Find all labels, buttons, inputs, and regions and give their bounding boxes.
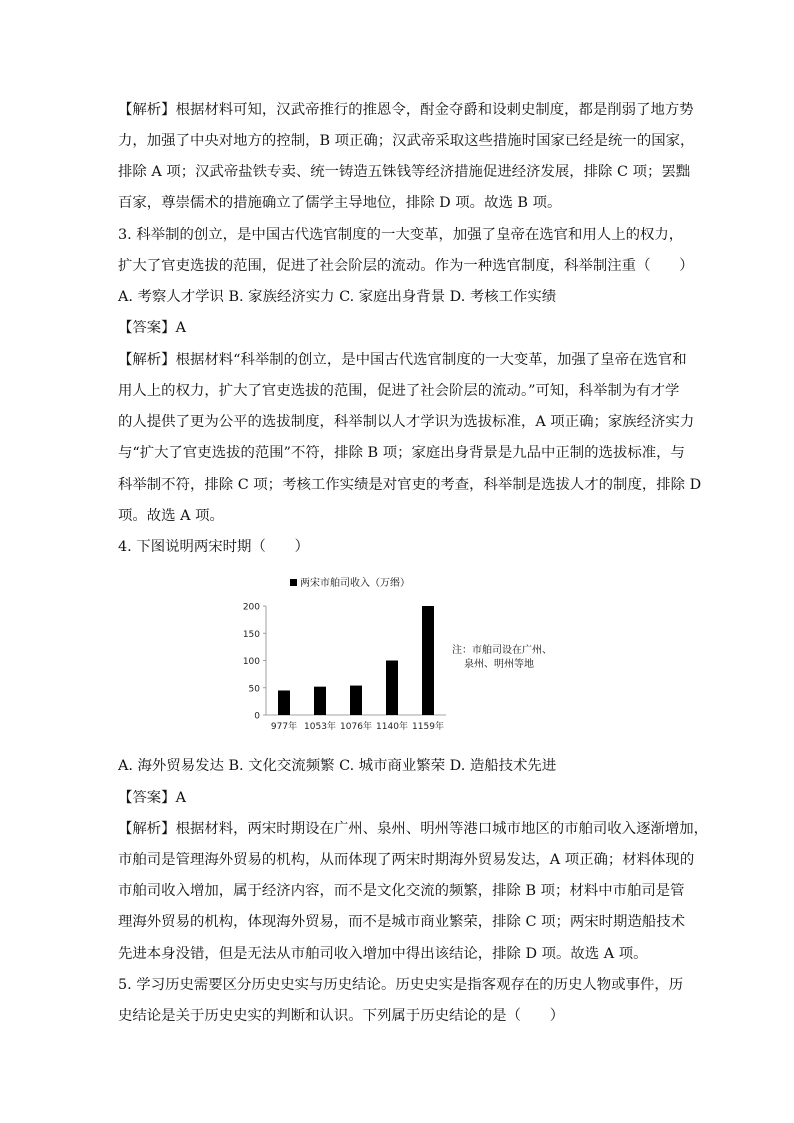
x-tick-label: 1140年 — [376, 722, 408, 732]
text-line: 的人提供了更为公平的选拔制度，科举制以人才学识为选拔标准，A 项正确；家族经济实力 — [118, 414, 695, 430]
legend-swatch — [290, 579, 297, 586]
text-line: 百家，尊崇儒术的措施确立了儒学主导地位，排除 D 项。故选 B 项。 — [118, 195, 562, 211]
question-4-options: A. 海外贸易发达 B. 文化交流频繁 C. 城市商业繁荣 D. 造船技术先进 — [118, 758, 557, 774]
y-tick-label: 150 — [242, 629, 260, 640]
chart-annotation — [452, 644, 552, 672]
question-5-stem: 5. 学习历史需要区分历史史实与历史结论。历史史实是指客观存在的历史人物或事件，历 — [118, 977, 684, 993]
text-line: 市舶司是管理海外贸易的机构，从而体现了两宋时期海外贸易发达，A 项正确；材料体现的 — [118, 852, 695, 868]
chart-legend — [290, 574, 410, 589]
bar — [422, 606, 434, 715]
revenue-bar-chart — [236, 572, 552, 740]
answer-label: 【答案】A — [118, 790, 186, 806]
text-line: 【解析】根据材料可知，汉武帝推行的推恩令，酎金夺爵和设刺史制度，都是削弱了地方势 — [118, 102, 694, 118]
answer-label: 【答案】A — [118, 320, 186, 336]
text-line: 力，加强了中央对地方的控制，B 项正确；汉武帝采取这些措施时国家已经是统一的国家， — [118, 133, 695, 149]
y-tick-label: 50 — [248, 684, 260, 695]
text-line: 理海外贸易的机构，体现海外贸易，而不是城市商业繁荣，排除 C 项；两宋时期造船技术 — [118, 914, 686, 930]
question-3-stem: 扩大了官吏选拔的范围，促进了社会阶层的流动。作为一种选官制度，科举制注重（ ） — [118, 258, 694, 274]
bar — [386, 661, 398, 716]
x-tick-label: 977年 — [270, 722, 298, 732]
bar — [278, 690, 290, 715]
text-line: 【解析】根据材料“科举制的创立，是中国古代选官制度的一大变革，加强了皇帝在选官和 — [118, 352, 687, 368]
text-line: 【解析】根据材料，两宋时期设在广州、泉州、明州等港口城市地区的市舶司收入逐渐增加， — [118, 821, 709, 837]
bar — [314, 687, 326, 715]
y-tick-label: 200 — [242, 602, 260, 613]
text-line: 市舶司收入增加，属于经济内容，而不是文化交流的频繁，排除 B 项；材料中市舶司是管 — [118, 883, 685, 899]
chart-title: 两宋市舶司收入（万缗） — [300, 578, 410, 589]
annotation-line: 泉州、明州等地 — [464, 659, 534, 670]
question-3-options: A. 考察人才学识 B. 家族经济实力 C. 家庭出身背景 D. 考核工作实绩 — [118, 289, 557, 305]
question-4-stem: 4. 下图说明两宋时期（ ） — [118, 539, 309, 555]
text-line: 项。故选 A 项。 — [118, 508, 224, 524]
x-tick-label: 1053年 — [304, 722, 336, 732]
annotation-line: 注：市舶司设在广州、 — [452, 645, 552, 656]
text-line: 用人上的权力，扩大了官吏选拔的范围，促进了社会阶层的流动。”可知，科举制为有才学 — [118, 383, 680, 399]
x-tick-label: 1076年 — [340, 722, 372, 732]
text-line: 排除 A 项；汉武帝盐铁专卖、统一铸造五铢钱等经济措施促进经济发展，排除 C 项；罢黜 — [118, 164, 691, 180]
bar — [350, 686, 362, 715]
text-line: 科举制不符，排除 C 项；考核工作实绩是对官吏的考查，科举制是选拔人才的制度，排除 D — [118, 477, 702, 493]
text-line: 与“扩大了官吏选拔的范围”不符，排除 B 项；家庭出身背景是九品中正制的选拔标准，与 — [118, 445, 685, 461]
text-line: 先进本身没错，但是无法从市舶司收入增加中得出该结论，排除 D 项。故选 A 项。 — [118, 946, 648, 962]
question-5-stem: 史结论是关于历史史实的判断和认识。下列属于历史结论的是（ ） — [118, 1008, 565, 1024]
x-tick-label: 1159年 — [412, 722, 444, 732]
y-tick-label: 100 — [242, 657, 260, 667]
y-tick-label: 0 — [254, 711, 260, 722]
question-3-stem: 3. 科举制的创立，是中国古代选官制度的一大变革，加强了皇帝在选官和用人上的权力， — [118, 227, 684, 243]
